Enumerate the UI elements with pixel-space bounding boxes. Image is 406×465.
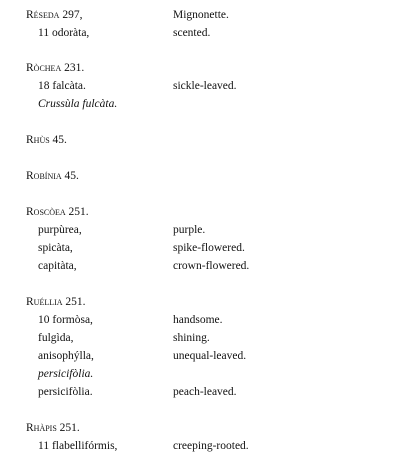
- species-name: 10 formòsa,: [38, 314, 93, 326]
- species-name: persicifòlia.: [38, 386, 93, 398]
- genus-robinia: Robínia 45.: [26, 170, 79, 182]
- species-translation: spike-flowered.: [173, 242, 245, 254]
- species-name: spicàta,: [38, 242, 73, 254]
- genus-rochea: Ròchea 231.: [26, 62, 85, 74]
- species-translation: sickle-leaved.: [173, 80, 237, 92]
- species-translation: purple.: [173, 224, 206, 236]
- genus-rhapis: Rhàpis 251.: [26, 422, 80, 434]
- species-translation: shining.: [173, 332, 210, 344]
- species-translation: unequal-leaved.: [173, 350, 247, 362]
- genus-roscoea: Roscòea 251.: [26, 206, 89, 218]
- species-translation: peach-leaved.: [173, 386, 237, 398]
- genus-rhus: Rhùs 45.: [26, 134, 67, 146]
- genus-reseda: Réseda 297,: [26, 9, 83, 21]
- species-name: 11 odoràta,: [38, 27, 90, 39]
- species-name: 11 flabellifórmis,: [38, 440, 118, 452]
- species-name: 18 falcàta.: [38, 80, 86, 92]
- species-name: purpùrea,: [38, 224, 82, 236]
- species-name: fulgìda,: [38, 332, 74, 344]
- species-translation: creeping-rooted.: [173, 440, 249, 452]
- synonym-name: persicifòlia.: [38, 368, 94, 380]
- species-name: capitàta,: [38, 260, 77, 272]
- genus-ruellia: Ruéllia 251.: [26, 296, 86, 308]
- species-name: anisophýlla,: [38, 350, 94, 362]
- species-translation: handsome.: [173, 314, 223, 326]
- species-translation: crown-flowered.: [173, 260, 250, 272]
- genus-reseda-translation: Mignonette.: [173, 9, 229, 21]
- species-translation: scented.: [173, 27, 211, 39]
- synonym-name: Crussùla fulcàta.: [38, 98, 118, 110]
